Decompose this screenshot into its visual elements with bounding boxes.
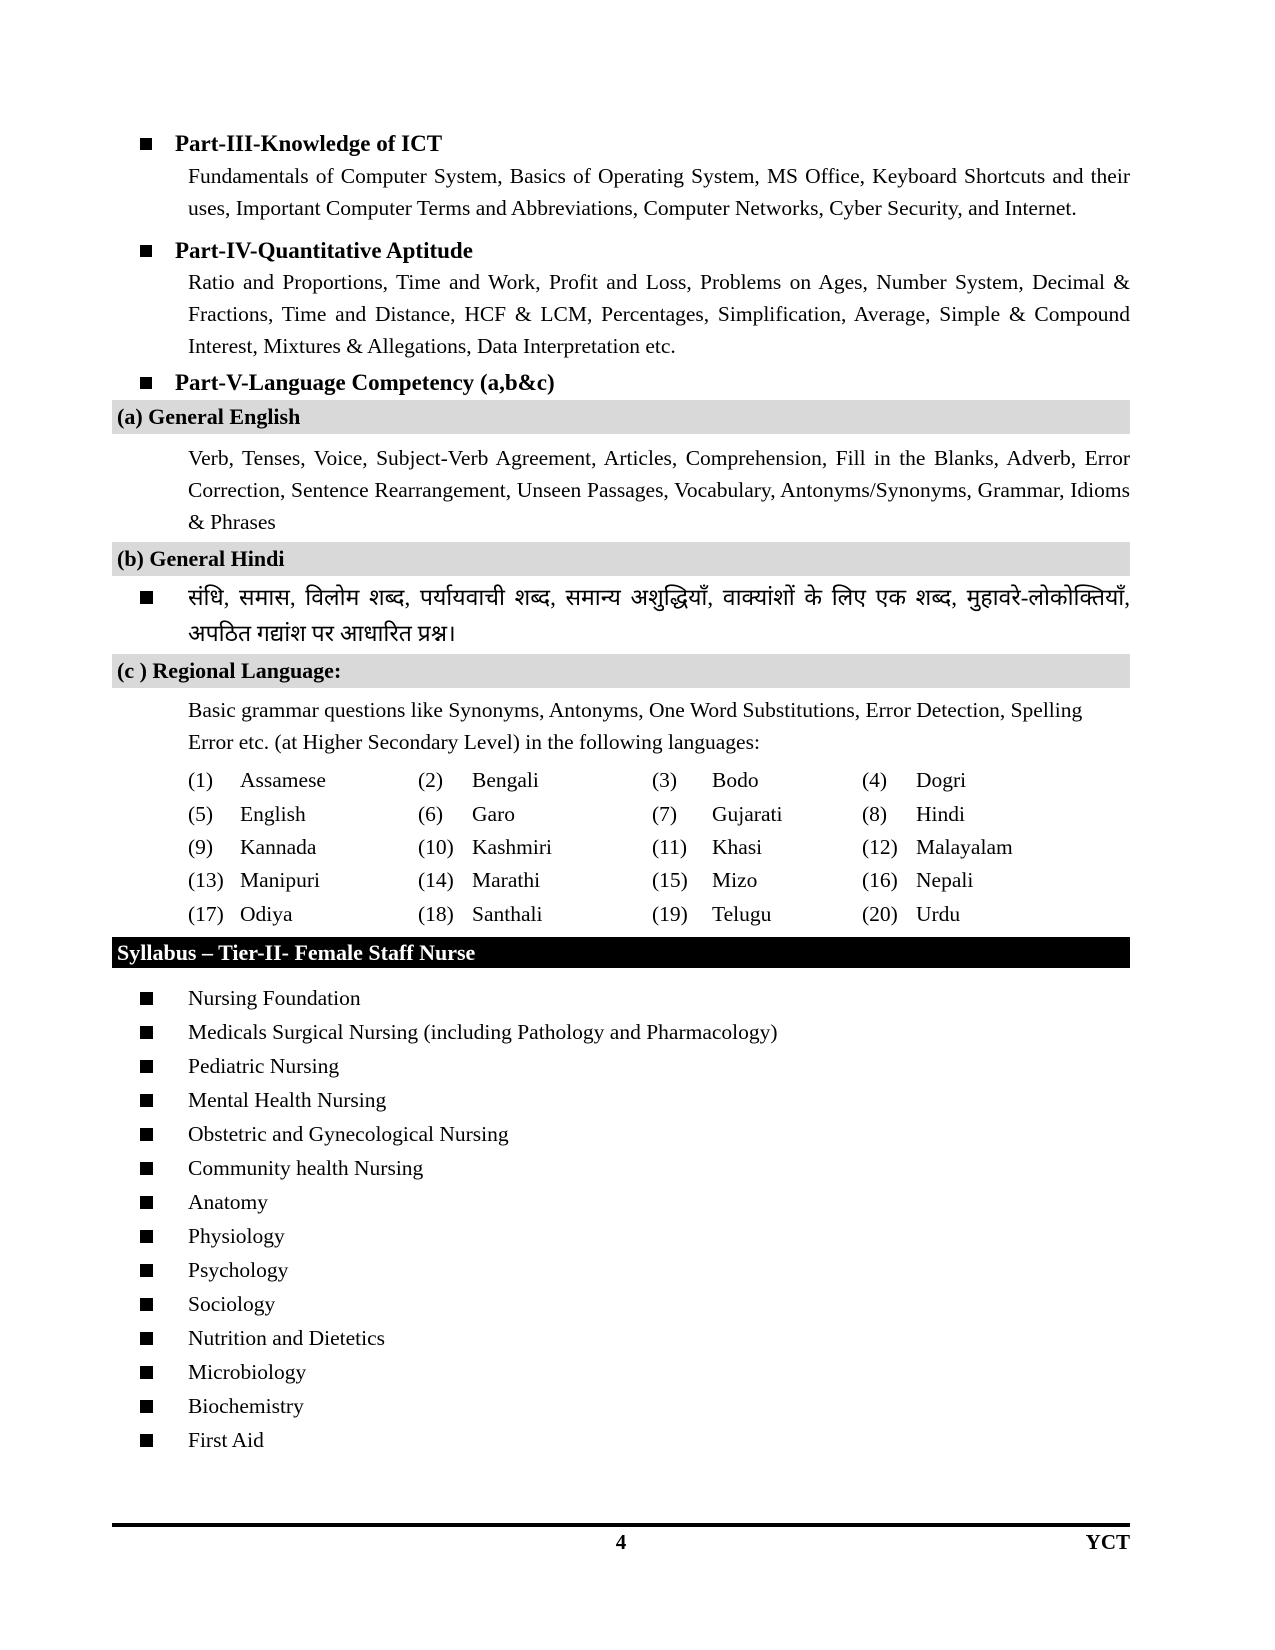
lang-num: (2) (418, 768, 444, 793)
bullet-square-icon (140, 245, 152, 257)
lang-num: (3) (652, 768, 678, 793)
bullet-square-icon (140, 1128, 153, 1141)
lang-num: (10) (418, 834, 454, 859)
list-item: First Aid (112, 1424, 1130, 1458)
page-number: 4 (615, 1530, 627, 1554)
lang-name: Nepali (916, 868, 974, 893)
part5-heading-row (112, 370, 1130, 396)
quant-paragraph: Ratio and Proportions, Time and Work, Profit and Loss, Problems on Ages, Number System, Decimal & Fractions, Time and Distance, HCF & LCM, Percentages, Simplification, Average, Simple & Compound Interest, Mixtures & Allegations, Data Interpretation etc. (188, 270, 1130, 358)
bullet-square-icon (140, 1366, 153, 1379)
bullet-square-icon (140, 1434, 153, 1447)
bullet-square-icon (140, 1162, 153, 1175)
section-c-header: (c ) Regional Language: (112, 654, 1130, 688)
lang-name: Kannada (240, 834, 317, 859)
bullet-square-icon (140, 1264, 153, 1277)
ict-paragraph: Fundamentals of Computer System, Basics of Operating System, MS Office, Keyboard Shortcuts and their uses, Important Computer Terms and Abbreviations, Computer Networks, Cyber Security, and Internet. (188, 164, 1130, 220)
list-item: Anatomy (112, 1186, 1130, 1220)
list-item: Biochemistry (112, 1390, 1130, 1424)
part3-heading-row (112, 128, 1130, 160)
list-item: Nutrition and Dietetics (112, 1322, 1130, 1356)
lang-num: (5) (188, 801, 214, 826)
lang-name: Santhali (472, 901, 543, 926)
lang-name: English (240, 801, 306, 826)
lang-name: Urdu (916, 901, 961, 926)
hindi-paragraph: संधि, समास, विलोम शब्द, पर्यायवाची शब्द, समान्य अशुद्धियाँ, वाक्यांशों के लिए एक शब्द, मुहावरे-लोकोक्तियाँ, अपठित गद्यांश पर आधारित प्रश्न। (188, 585, 1130, 646)
lang-num: (14) (418, 868, 454, 893)
list-item: Obstetric and Gynecological Nursing (112, 1118, 1130, 1152)
list-item: Microbiology (112, 1356, 1130, 1390)
lang-num: (18) (418, 901, 454, 926)
lang-num: (11) (652, 834, 688, 859)
lang-name: Dogri (916, 768, 967, 793)
part5-heading: Part-V-Language Competency (a,b&c) (175, 370, 555, 395)
lang-name: Khasi (712, 834, 763, 859)
part4-heading: Part-IV-Quantitative Aptitude (175, 238, 473, 263)
lang-name: Mizo (712, 868, 758, 893)
list-item: Sociology (112, 1288, 1130, 1322)
lang-num: (9) (188, 834, 214, 859)
lang-num: (17) (188, 901, 224, 926)
bullet-square-icon (140, 1332, 153, 1345)
lang-name: Malayalam (916, 834, 1013, 859)
part4-heading-row (112, 236, 1130, 266)
part3-heading: Part-III-Knowledge of ICT (175, 131, 443, 156)
lang-num: (8) (862, 801, 888, 826)
lang-num: (4) (862, 768, 888, 793)
lang-num: (19) (652, 901, 688, 926)
bullet-square-icon (140, 1298, 153, 1311)
lang-num: (15) (652, 868, 688, 893)
section-a-header: (a) General English (112, 400, 1130, 434)
lang-num: (12) (862, 834, 898, 859)
bullet-square-icon (140, 591, 153, 604)
lang-num: (20) (862, 901, 898, 926)
lang-num: (13) (188, 868, 224, 893)
lang-num: (1) (188, 768, 214, 793)
bullet-square-icon (140, 377, 152, 389)
lang-name: Gujarati (712, 801, 783, 826)
bullet-square-icon (140, 1230, 153, 1243)
lang-name: Garo (472, 801, 515, 826)
list-item: Pediatric Nursing (112, 1050, 1130, 1084)
lang-name: Telugu (712, 901, 772, 926)
bullet-square-icon (140, 1196, 153, 1209)
list-item: Nursing Foundation (112, 982, 1130, 1016)
bullet-square-icon (140, 1094, 153, 1107)
list-item: Physiology (112, 1220, 1130, 1254)
bullet-square-icon (140, 992, 153, 1005)
document-page (112, 0, 1130, 1458)
lang-num: (6) (418, 801, 444, 826)
lang-name: Odiya (240, 901, 293, 926)
tier2-section-header: Syllabus – Tier-II- Female Staff Nurse (112, 937, 1130, 968)
brand-label: YCT (1085, 1530, 1130, 1554)
bullet-square-icon (140, 1400, 153, 1413)
bullet-square-icon (140, 138, 152, 150)
lang-num: (16) (862, 868, 898, 893)
hindi-bullet-row (112, 580, 1130, 652)
footer-row (112, 1527, 1130, 1559)
lang-name: Marathi (472, 868, 541, 893)
nursing-topics-list (112, 982, 1130, 1458)
list-item: Mental Health Nursing (112, 1084, 1130, 1118)
languages-grid (188, 764, 1130, 931)
lang-name: Hindi (916, 801, 965, 826)
bullet-square-icon (140, 1060, 153, 1073)
regional-paragraph: Basic grammar questions like Synonyms, Antonyms, One Word Substitutions, Error Detection, Spelling Error etc. (at Higher Secondary Level) in the following languages: (188, 698, 1083, 754)
list-item: Psychology (112, 1254, 1130, 1288)
bullet-square-icon (140, 1026, 153, 1039)
english-paragraph: Verb, Tenses, Voice, Subject-Verb Agreement, Articles, Comprehension, Fill in the Blanks, Adverb, Error Correction, Sentence Rearrangement, Unseen Passages, Vocabulary, Antonyms/Synonyms, Grammar, Idioms & Phrases (188, 446, 1130, 534)
lang-name: Bodo (712, 768, 759, 793)
page-footer (112, 1523, 1130, 1559)
lang-name: Manipuri (240, 868, 321, 893)
lang-name: Kashmiri (472, 834, 553, 859)
list-item: Community health Nursing (112, 1152, 1130, 1186)
section-b-header: (b) General Hindi (112, 542, 1130, 576)
lang-name: Assamese (240, 768, 326, 793)
lang-name: Bengali (472, 768, 539, 793)
lang-num: (7) (652, 801, 678, 826)
list-item: Medicals Surgical Nursing (including Pathology and Pharmacology) (112, 1016, 1130, 1050)
